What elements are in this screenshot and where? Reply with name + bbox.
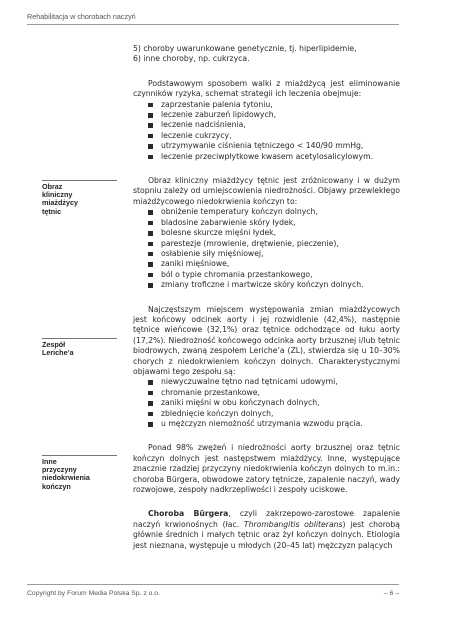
list-item: zmiany troficzne i martwicze skóry kończyn dolnych. — [148, 280, 400, 290]
list-item: zaniki mięśni w obu kończynach dolnych, — [148, 398, 400, 408]
running-title: Rehabilitacja w chorobach naczyń — [27, 12, 136, 21]
list-line: 5) choroby uwarunkowane genetycznie, tj. hiperlipidemie, — [133, 44, 357, 53]
paragraph-risk-factors: Podstawowym sposobem walki z miażdżycą jest eliminowanie czynników ryzyka, schemat strategii ich leczenia obejmuje: — [133, 78, 400, 99]
list-item: niewyczuwalne tętno nad tętnicami udowymi, — [148, 377, 400, 387]
list-item: utrzymywanie ciśnienia tętniczego < 140/90 mmHg, — [148, 141, 400, 151]
list-item: osłabienie siły mięśniowej, — [148, 249, 400, 259]
page-footer — [27, 584, 399, 597]
paragraph-buerger: Choroba Bürgera, czyli zakrzepowo-zarostowe zapalenie naczyń krwionośnych (łac. Thrombangitis obliterans) jest chorobą głównie średnich i małych tętnic oraz żył kończyn dolnych. Etiologia jest nieznana, występuje u młodych (20–45 lat) mężczyzn palących — [133, 509, 400, 550]
list-item: bladosine zabarwienie skóry łydek, — [148, 218, 400, 228]
list-item: leczenie zaburzeń lipidowych, — [148, 110, 400, 120]
list-item: u mężczyzn niemożność utrzymania wzwodu prącia. — [148, 419, 400, 429]
list-item: parestezje (mrowienie, drętwienie, pieczenie), — [148, 239, 400, 249]
list-item: ból o typie chromania przestankowego, — [148, 270, 400, 280]
page-header — [27, 12, 399, 25]
list-item: obniżenie temperatury kończyn dolnych, — [148, 207, 400, 217]
margin-note-other-causes: Inne przyczyny niedokrwienia kończyn — [42, 455, 117, 491]
margin-note-clinical-picture: Obraz kliniczny miażdżycy tętnic — [42, 180, 117, 216]
bullet-list-symptoms — [133, 207, 400, 290]
paragraph-clinical-picture: Obraz kliniczny miażdżycy tętnic jest zróżnicowany i w dużym stopniu zależy od umiejscowienia niedrożności. Objawy przewlekłego miażdżycowego niedokrwienia kończyn to: — [133, 176, 400, 206]
list-item: zaniki mięśniowe, — [148, 259, 400, 269]
page-number: – 6 – — [383, 590, 399, 597]
list-item: leczenie przeciwpłytkowe kwasem acetylosalicylowym. — [148, 152, 400, 162]
list-item: chromanie przestankowe, — [148, 388, 400, 398]
paragraph-other-causes: Ponad 98% zwężeń i niedrożności aorty brzusznej oraz tętnic kończyn dolnych jest następstwem miażdżycy. Inne, występujące znacznie rzadziej przyczyny niedokrwienia kończyn dolnych to m.in.: choroba Bürgera, obwodowe zatory tętnicze, zapalenie naczyń, wady rozwojowe, zespoły nadkrzepliwości i zespoły uciskowe. — [133, 443, 400, 495]
list-item: bolesne skurcze mięśni łydek, — [148, 228, 400, 238]
bullet-list-treatment — [133, 100, 400, 162]
list-item: zaprzestanie palenia tytoniu, — [148, 100, 400, 110]
bullet-list-leriche-symptoms — [133, 377, 400, 429]
latin-term: Thrombangitis obliterans — [243, 519, 343, 529]
list-item: zblednięcie kończyn dolnych, — [148, 409, 400, 419]
copyright: Copyright by Forum Media Polska Sp. z o.o. — [27, 590, 160, 597]
paragraph-leriche: Najczęstszym miejscem występowania zmian miażdżycowych jest końcowy odcinek aorty i jej rozwidlenie (42,4%), następnie tętnice wieńcowe (32,1%) oraz tętnice odchodzące od łuku aorty (17,2%). Niedrożność końcowego odcinka aorty brzusznej i/lub tętnic biodrowych, zwaną zespołem Leriche’a (ZL), stwierdza się u 10–30% chorych z niedokrwieniem kończyn dolnych. Charakterystycznymi objawami tego zespołu są: — [133, 304, 400, 376]
main-text — [133, 44, 400, 551]
list-item: leczenie nadciśnienia, — [148, 120, 400, 130]
list-item: leczenie cukrzycy, — [148, 131, 400, 141]
margin-note-leriche-syndrome: Zespół Leriche’a — [42, 338, 117, 357]
list-line: 6) inne choroby, np. cukrzyca. — [133, 54, 250, 64]
term-buerger: Choroba Bürgera — [148, 509, 229, 519]
